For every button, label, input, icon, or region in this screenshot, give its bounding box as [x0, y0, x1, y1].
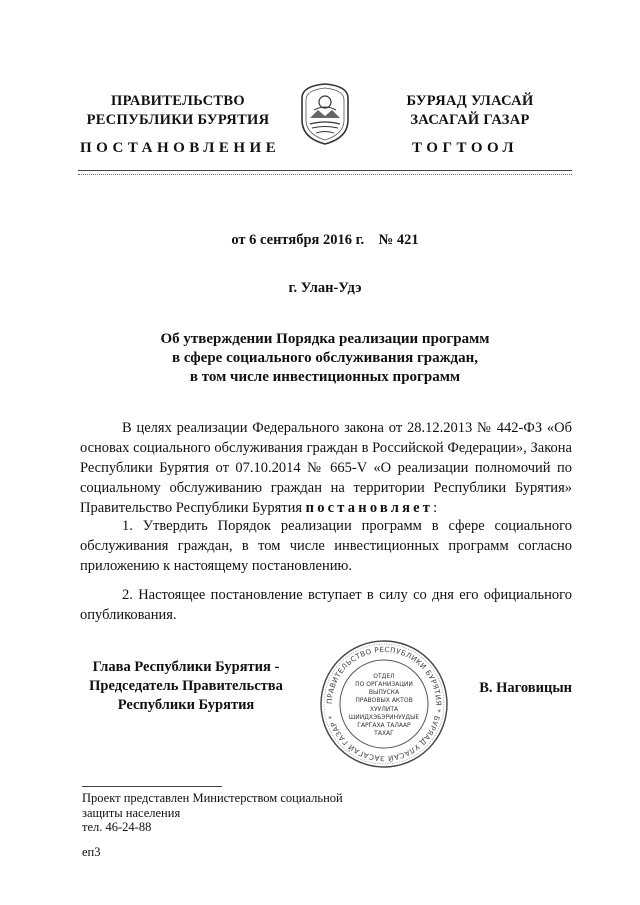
seal-line1: ОТДЕЛ [373, 673, 395, 680]
seal-line3: ВЫПУСКА [368, 689, 400, 696]
signatory-title [80, 658, 292, 715]
preamble-text: В целях реализации Федерального закона от 28.12.2013 № 442-ФЗ «Об основах социального обслуживания граждан в Российской Федерации», Закона Республики Бурятия от 07.10.2014 № 665-V «О реализации полномочий по социальному обслуживанию граждан на территории Республики Бурятия» Правительство Республики Бурятия [80, 420, 572, 516]
doc-type-right: ТОГТООЛ [412, 140, 519, 156]
coat-of-arms-icon [296, 80, 354, 146]
header-rule [78, 170, 572, 171]
header-rule-dotted [78, 174, 572, 175]
seal-line2: ПО ОРГАНИЗАЦИИ [355, 681, 413, 688]
title-line1: Об утверждении Порядка реализации программ [160, 331, 490, 347]
footnote-line1: Проект представлен Министерством социальной [82, 791, 343, 805]
date-number: от 6 сентября 2016 г. № 421 [231, 232, 419, 248]
title-line3: в том числе инвестиционных программ [189, 369, 461, 385]
item-1-text: 1. Утвердить Порядок реализации программ в сфере социального обслуживания граждан, в том числе инвестиционных программ согласно приложению к настоящему постановлению. [80, 518, 572, 574]
resolves-keyword: постановляет [305, 500, 434, 516]
signatory-line3: Республики Бурятия [117, 697, 255, 713]
paragraph-item-2 [80, 585, 572, 625]
header-left [78, 92, 278, 130]
signatory-line1: Глава Республики Бурятия - [92, 659, 280, 675]
seal-line8: ТАХАГ [374, 730, 394, 737]
footnote-line2: защиты населения [82, 805, 181, 820]
document-code: еп3 [82, 845, 101, 859]
header-left-line1: ПРАВИТЕЛЬСТВО [111, 93, 245, 109]
item-2-text: 2. Настоящее постановление вступает в силу со дня его официального опубликования. [80, 587, 572, 623]
signatory-line2: Председатель Правительства [89, 678, 283, 694]
paragraph-preamble [80, 418, 572, 518]
seal-line4: ПРАВОВЫХ АКТОВ [355, 697, 413, 704]
official-seal [318, 638, 450, 770]
header-right [370, 92, 570, 130]
header-right-line1: БУРЯАД УЛАСАЙ [406, 93, 534, 109]
footnote [82, 791, 343, 835]
header-left-line2: РЕСПУБЛИКИ БУРЯТИЯ [86, 112, 270, 128]
seal-line6: ШИИДХЭБЭРИНУУДЫЕ [348, 714, 420, 721]
preamble-end: : [433, 500, 438, 516]
title-line2: в сфере социального обслуживания граждан, [171, 350, 478, 366]
seal-line5: ХУУЛИТА [369, 706, 399, 713]
city: г. Улан-Удэ [288, 280, 362, 296]
seal-line7: ГАРГАХА ТАЛААР [357, 722, 411, 729]
paragraph-item-1 [80, 516, 572, 576]
seal-ring-text: ПРАВИТЕЛЬСТВО РЕСПУБЛИКИ БУРЯТИЯ * БУРЯАД УЛАСАЙ ЗАСАГАЙ ГАЗАР * [324, 644, 444, 764]
footnote-rule [82, 786, 222, 787]
doc-type-left: ПОСТАНОВЛЕНИЕ [80, 140, 281, 156]
header-right-line2: ЗАСАГАЙ ГАЗАР [410, 112, 530, 128]
signatory-name: В. Наговицын [479, 680, 572, 696]
document-title [100, 330, 550, 387]
footnote-phone: тел. 46-24-88 [82, 820, 152, 834]
